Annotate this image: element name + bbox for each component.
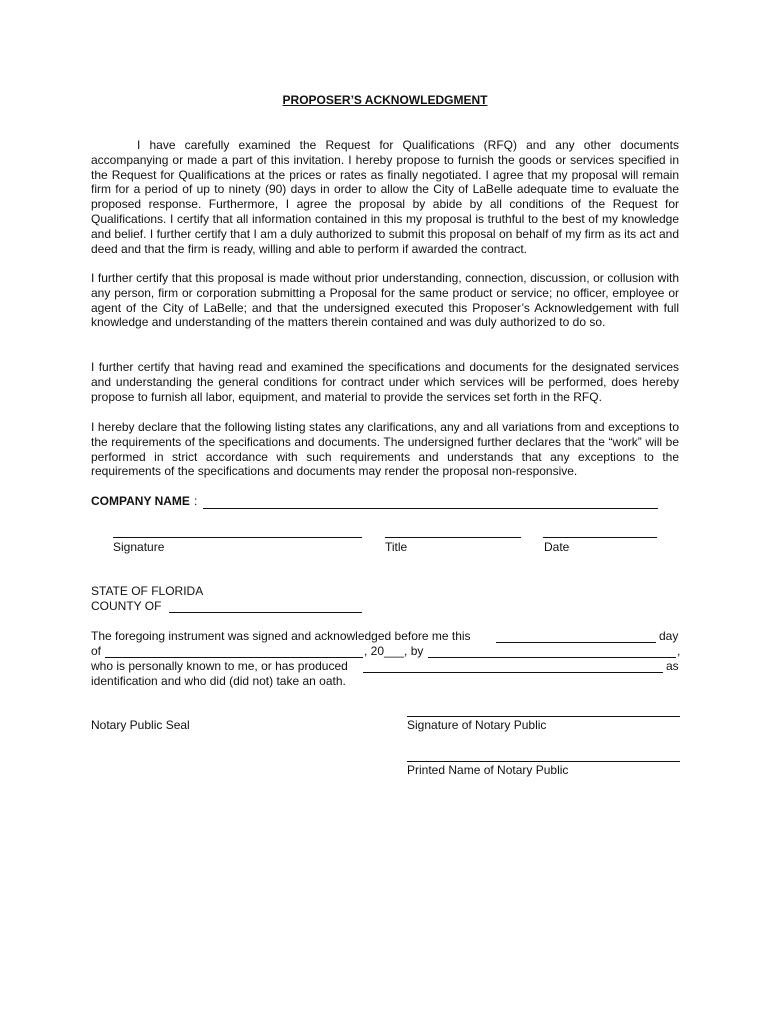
notary-line1-text: The foregoing instrument was signed and acknowledged before me this (91, 629, 471, 643)
notary-line4-text: identification and who did (did not) take an oath. (91, 674, 346, 688)
notary-line3-text: who is personally known to me, or has produced (91, 659, 348, 673)
notary-line2-end: , (677, 644, 681, 658)
notary-line2-mid: , 20___, by (364, 644, 424, 658)
notary-month-field[interactable] (105, 657, 363, 658)
notary-line2-start: of (91, 644, 102, 658)
paragraph-3: I further certify that having read and examined the specifications and documents for the designated services and understanding the general conditions for contract under which services will be performed, does hereby propose to furnish all labor, equipment, and material to provide the services set forth in the RFQ. (91, 360, 679, 404)
notary-signature-field[interactable] (407, 716, 680, 717)
paragraph-1: I have carefully examined the Request for Qualifications (RFQ) and any other documents accompanying or made a part of this invitation. I hereby propose to furnish the goods or services specified in the Request for Qualifications at the prices or rates as finally negotiated. I agree that my proposal will remain firm for a period of up to ninety (90) days in order to allow the City of LaBelle adequate time to evaluate the proposed response. Furthermore, I agree the proposal by abide by all conditions of the Request for Qualifications. I certify that all information contained in this my proposal is truthful to the best of my knowledge and belief. I further certify that I am a duly authorized to submit this proposal on behalf of my firm as its act and deed and that the firm is ready, willing and able to perform if awarded the contract. (91, 138, 679, 256)
notary-seal-label: Notary Public Seal (91, 718, 190, 732)
paragraph-2: I further certify that this proposal is made without prior understanding, connection, discussion, or collusion with any person, firm or corporation submitting a Proposal for the same product or service; no officer, employee or agent of the City of LaBelle; and that the undersigned executed this Proposer’s Acknowledgement with full knowledge and understanding of the matters therein contained and was duly authorized to do so. (91, 271, 679, 330)
notary-day-field[interactable] (496, 642, 656, 643)
company-name-colon: : (194, 494, 198, 508)
notary-line3-end: as (666, 659, 679, 673)
title-field[interactable] (385, 537, 521, 538)
county-label: COUNTY OF (91, 599, 162, 613)
notary-printed-name-field[interactable] (407, 761, 680, 762)
notary-line1-end: day (659, 629, 679, 643)
notary-signature-label: Signature of Notary Public (407, 718, 547, 732)
date-label: Date (544, 540, 570, 554)
notary-identification-field[interactable] (363, 672, 663, 673)
date-field[interactable] (543, 537, 657, 538)
company-name-label: COMPANY NAME (91, 494, 190, 508)
notary-printed-name-label: Printed Name of Notary Public (407, 763, 569, 777)
notary-by-field[interactable] (428, 657, 676, 658)
signature-label: Signature (113, 540, 165, 554)
title-label: Title (385, 540, 408, 554)
signature-field[interactable] (113, 537, 362, 538)
page-title: PROPOSER’S ACKNOWLEDGMENT (282, 93, 488, 107)
paragraph-4: I hereby declare that the following listing states any clarifications, any and all variations from and exceptions to the requirements of the specifications and documents. The undersigned further declares that the “work” will be performed in strict accordance with such requirements and understands that any exceptions to the requirements of the specifications and documents may render the proposal non-responsive. (91, 420, 679, 479)
company-name-field[interactable] (203, 508, 658, 509)
county-field[interactable] (169, 612, 362, 613)
state-label: STATE OF FLORIDA (91, 584, 204, 598)
